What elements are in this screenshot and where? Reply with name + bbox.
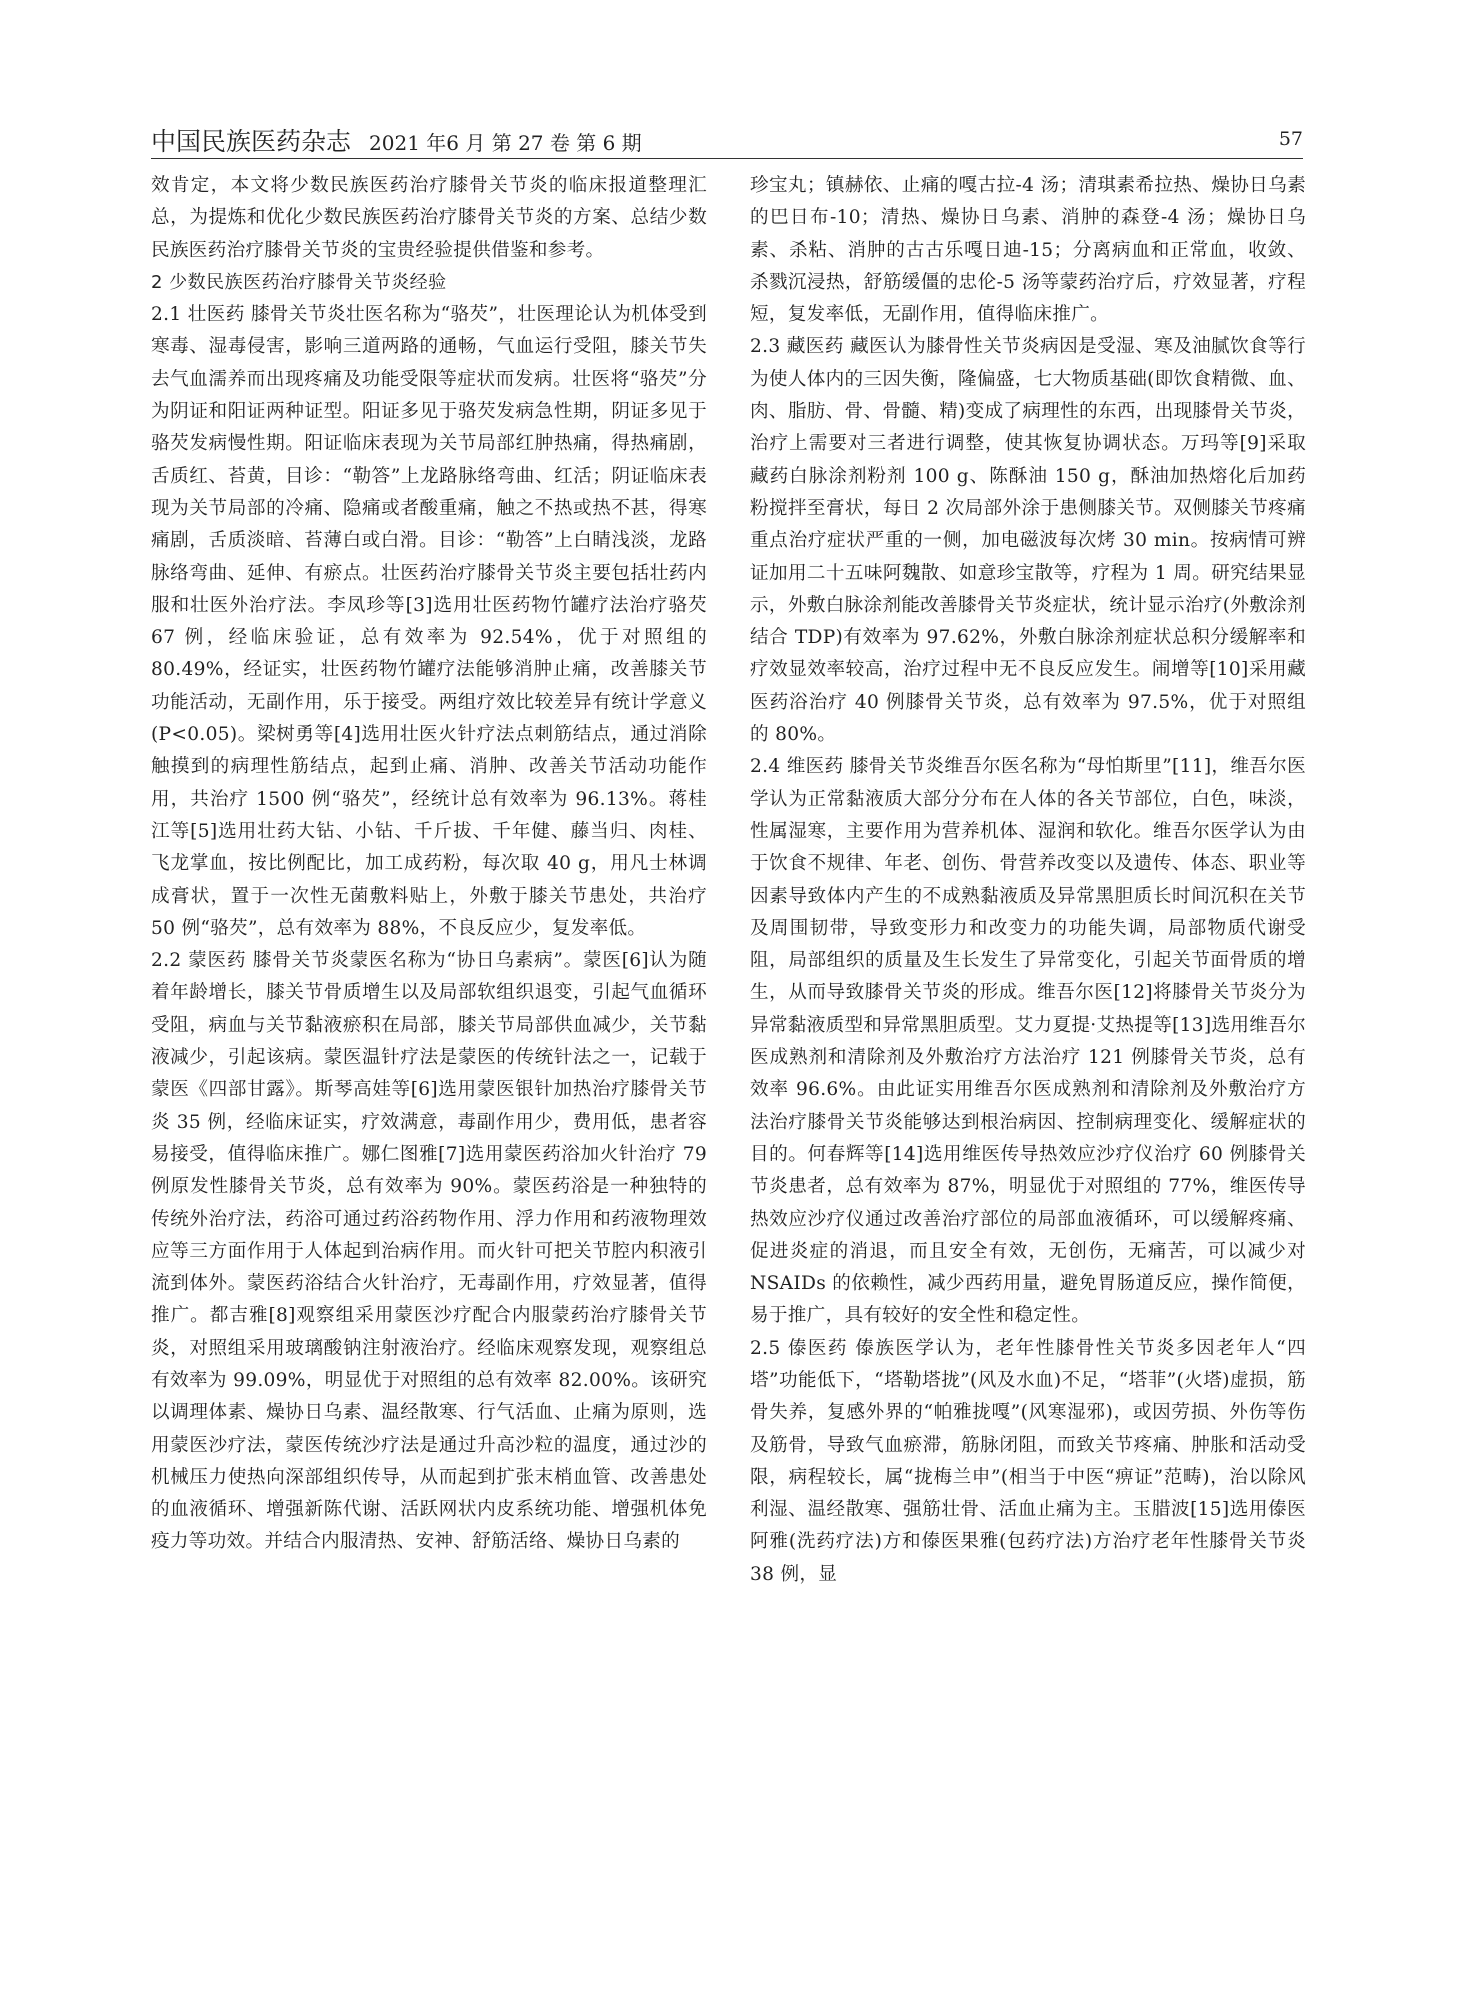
running-header <box>151 112 1303 159</box>
zhuang-medicine-paragraph: 2.1 壮医药 膝骨关节炎壮医名称为“骆芡”，壮医理论认为机体受到寒毒、湿毒侵害，影响三道两路的通畅，气血运行受阻，膝关节失去气血濡养而出现疼痛及功能受限等症状而发病。壮医将“骆芡”分为阴证和阳证两种证型。阳证多见于骆芡发病急性期，阴证多见于骆芡发病慢性期。阳证临床表现为关节局部红肿热痛，得热痛剧，舌质红、苔黄，目诊：“勒答”上龙路脉络弯曲、红活；阴证临床表现为关节局部的冷痛、隐痛或者酸重痛，触之不热或热不甚，得寒痛剧，舌质淡暗、苔薄白或白滑。目诊：“勒答”上白睛浅淡，龙路脉络弯曲、延伸、有瘀点。壮医药治疗膝骨关节炎主要包括壮药内服和壮医外治疗法。李凤珍等[3]选用壮医药物竹罐疗法治疗骆芡 67 例，经临床验证，总有效率为 92.54%，优于对照组的 80.49%，经证实，壮医药物竹罐疗法能够消肿止痛，改善膝关节功能活动，无副作用，乐于接受。两组疗效比较差异有统计学意义(P<0.05)。梁树勇等[4]选用壮医火针疗法点刺筋结点，通过消除触摸到的病理性筋结点，起到止痛、消肿、改善关节活动功能作用，共治疗 1500 例“骆芡”，经统计总有效率为 96.13%。蒋桂江等[5]选用壮药大钻、小钻、千斤拔、千年健、藤当归、肉桂、飞龙掌血，按比例配比，加工成药粉，每次取 40 g，用凡士林调成膏状，置于一次性无菌敷料贴上，外敷于膝关节患处，共治疗 50 例“骆芡”，总有效率为 88%，不良反应少，复发率低。 <box>151 304 707 939</box>
issue-info: 2021 年6 月 第 27 卷 第 6 期 <box>369 131 642 155</box>
journal-title: 中国民族医药杂志 <box>151 127 352 156</box>
left-column <box>151 170 707 1559</box>
journal-info <box>151 122 642 158</box>
section-heading: 2 少数民族医药治疗膝骨关节炎经验 <box>151 271 447 293</box>
page-number: 57 <box>1278 128 1303 150</box>
right-column <box>750 170 1306 1591</box>
uyghur-medicine-paragraph: 2.4 维医药 膝骨关节炎维吾尔医名称为“母怕斯里”[11]，维吾尔医学认为正常黏液质大部分分布在人体的各关节部位，白色，味淡，性属湿寒，主要作用为营养机体、湿润和软化。维吾尔医学认为由于饮食不规律、年老、创伤、骨营养改变以及遗传、体态、职业等因素导致体内产生的不成熟黏液质及异常黑胆质长时间沉积在关节及周围韧带，导致变形力和改变力的功能失调，局部物质代谢受阻，局部组织的质量及生长发生了异常变化，引起关节面骨质的增生，从而导致膝骨关节炎的形成。维吾尔医[12]将膝骨关节炎分为异常黏液质型和异常黑胆质型。艾力夏提·艾热提等[13]选用维吾尔医成熟剂和清除剂及外敷治疗方法治疗 121 例膝骨关节炎，总有效率 96.6%。由此证实用维吾尔医成熟剂和清除剂及外敷治疗方法治疗膝骨关节炎能够达到根治病因、控制病理变化、缓解症状的目的。何春辉等[14]选用维医传导热效应沙疗仪治疗 60 例膝骨关节炎患者，总有效率为 87%，明显优于对照组的 77%，维医传导热效应沙疗仪通过改善治疗部位的局部血液循环，可以缓解疼痛、促进炎症的消退，而且安全有效，无创伤，无痛苦，可以减少对 NSAIDs 的依赖性，减少西药用量，避免胃肠道反应，操作简便，易于推广，具有较好的安全性和稳定性。 <box>750 756 1306 1327</box>
intro-paragraph-end: 效肯定，本文将少数民族医药治疗膝骨关节炎的临床报道整理汇总，为提炼和优化少数民族医药治疗膝骨关节炎的方案、总结少数民族医药治疗膝骨关节炎的宝贵经验提供借鉴和参考。 <box>151 175 707 261</box>
dai-medicine-paragraph: 2.5 傣医药 傣族医学认为，老年性膝骨性关节炎多因老年人“四塔”功能低下，“塔勒塔拢”(风及水血)不足，“塔菲”(火塔)虚损，筋骨失养，复感外界的“帕雅拢嘎”(风寒湿邪)，或因劳损、外伤等伤及筋骨，导致气血瘀滞，筋脉闭阻，而致关节疼痛、肿胀和活动受限，病程较长，属“拢梅兰申”(相当于中医“痹证”范畴)，治以除风利湿、温经散寒、强筋壮骨、活血止痛为主。玉腊波[15]选用傣医阿雅(洗药疗法)方和傣医果雅(包药疗法)方治疗老年性膝骨关节炎 38 例，显 <box>750 1337 1306 1585</box>
mongolian-medicine-paragraph: 2.2 蒙医药 膝骨关节炎蒙医名称为“协日乌素病”。蒙医[6]认为随着年龄增长，膝关节骨质增生以及局部软组织退变，引起气血循环受阻，病血与关节黏液瘀积在局部，膝关节局部供血减少，关节黏液减少，引起该病。蒙医温针疗法是蒙医的传统针法之一，记载于蒙医《四部甘露》。斯琴高娃等[6]选用蒙医银针加热治疗膝骨关节炎 35 例，经临床证实，疗效满意，毒副作用少，费用低，患者容易接受，值得临床推广。娜仁图雅[7]选用蒙医药浴加火针治疗 79 例原发性膝骨关节炎，总有效率为 90%。蒙医药浴是一种独特的传统外治疗法，药浴可通过药浴药物作用、浮力作用和药液物理效应等三方面作用于人体起到治病作用。而火针可把关节腔内积液引流到体外。蒙医药浴结合火针治疗，无毒副作用，疗效显著，值得推广。都吉雅[8]观察组采用蒙医沙疗配合内服蒙药治疗膝骨关节炎，对照组采用玻璃酸钠注射液治疗。经临床观察发现，观察组总有效率为 99.09%，明显优于对照组的总有效率 82.00%。该研究以调理体素、燥协日乌素、温经散寒、行气活血、止痛为原则，选用蒙医沙疗法，蒙医传统沙疗法是通过升高沙粒的温度，通过沙的机械压力使热向深部组织传导，从而起到扩张末梢血管、改善患处的血液循环、增强新陈代谢、活跃网状内皮系统功能、增强机体免疫力等功效。并结合内服清热、安神、舒筋活络、燥协日乌素的 <box>151 950 707 1553</box>
mongolian-medicine-continued: 珍宝丸；镇赫依、止痛的嘎古拉-4 汤；清琪素希拉热、燥协日乌素的巴日布-10；清热、燥协日乌素、消肿的森登-4 汤；燥协日乌素、杀粘、消肿的古古乐嘎日迪-15；分离病血和正常血，收敛、杀戮沉浸热，舒筋缓僵的忠伦-5 汤等蒙药治疗后，疗效显著，疗程短，复发率低，无副作用，值得临床推广。 <box>750 175 1306 326</box>
tibetan-medicine-paragraph: 2.3 藏医药 藏医认为膝骨性关节炎病因是受湿、寒及油腻饮食等行为使人体内的三因失衡，隆偏盛，七大物质基础(即饮食精微、血、肉、脂肪、骨、骨髓、精)变成了病理性的东西，出现膝骨关节炎，治疗上需要对三者进行调整，使其恢复协调状态。万玛等[9]采取藏药白脉涂剂粉剂 100 g、陈酥油 150 g，酥油加热熔化后加药粉搅拌至膏状，每日 2 次局部外涂于患侧膝关节。双侧膝关节疼痛重点治疗症状严重的一侧，加电磁波每次烤 30 min。按病情可辨证加用二十五味阿魏散、如意珍宝散等，疗程为 1 周。研究结果显示，外敷白脉涂剂能改善膝骨关节炎症状，统计显示治疗(外敷涂剂结合 TDP)有效率为 97.62%，外敷白脉涂剂症状总积分缓解率和疗效显效率较高，治疗过程中无不良反应发生。闹增等[10]采用藏医药浴治疗 40 例膝骨关节炎，总有效率为 97.5%，优于对照组的 80%。 <box>750 336 1306 746</box>
